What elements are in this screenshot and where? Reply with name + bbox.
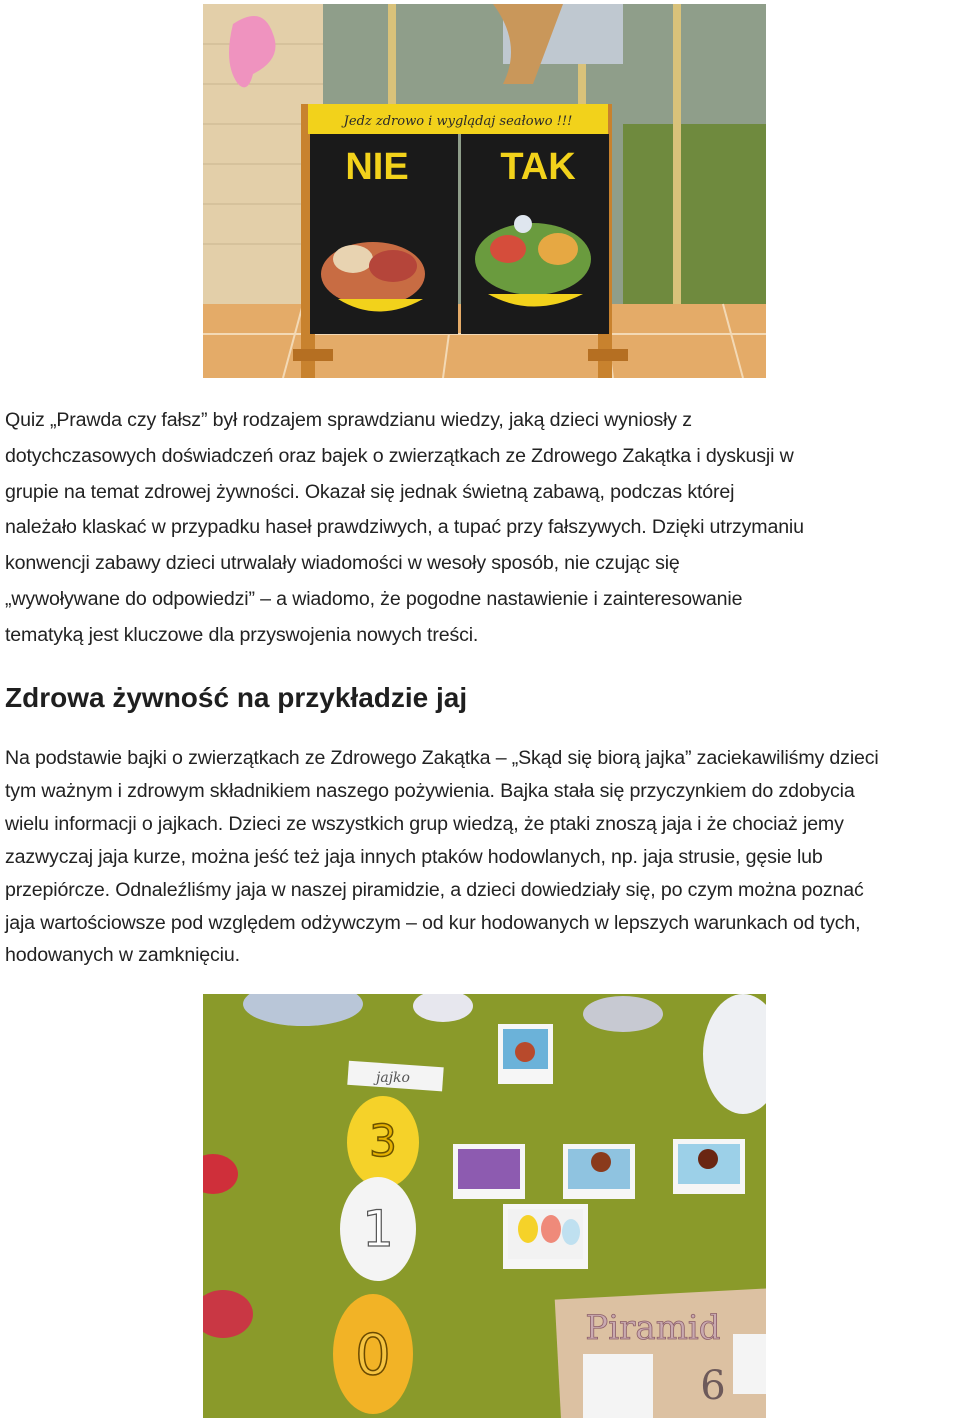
intro-paragraph: Quiz „Prawda czy fałsz” był rodzajem sprawdzianu wiedzy, jaką dzieci wyniosły z dotychczasowych doświadczeń oraz bajek o zwierzątkach ze Zdrowego Zakątka i dyskusji w grupie na temat zdrowej żywności. Okazał się jednak świetną zabawą, podczas której należało klaskać w przypadku haseł prawdziwych, a tupać przy fałszywych. Dzięki utrzymaniu konwencji zabawy dzieci utrwalały wiadomości w wesoły sposób, nie czując się „wywoływane do odpowiedzi” – a wiadomo, że pogodne nastawienie i zainteresowanie tematyką jest kluczowe dla przyswojenia nowych treści.	[5, 409, 804, 646]
pyramid-sign-text: Piramid	[585, 1308, 721, 1348]
section-heading: Zdrowa żywność na przykładzie jaj	[5, 682, 468, 713]
tak-label: TAK	[500, 146, 576, 188]
photo-healthy-food-board	[203, 4, 766, 378]
egg-number-1: 1	[362, 1200, 394, 1258]
eggs-paragraph: Na podstawie bajki o zwierzątkach ze Zdrowego Zakątka – „Skąd się biorą jajka” zaciekawiliśmy dzieci tym ważnym i zdrowym składnikiem naszego pożywienia. Bajka stała się przyczynkiem do zdobycia wielu informacji o jajkach. Dzieci ze wszystkich grup wiedzą, że ptaki znoszą jaja i że chociaż jemy zazwyczaj jaja kurze, można jeść też jaja innych ptaków hodowlanych, np. jaja strusie, gęsie lub przepiórcze. Odnaleźliśmy jaja w naszej piramidzie, a dzieci dowiedziały się, po czym można poznać jaja wartościowsze pod względem odżywczym – od kur hodowanych w lepszych warunkach od tych, hodowanych w zamknięciu.	[5, 747, 879, 967]
pyramid-number: 6	[700, 1363, 726, 1409]
photo-egg-activity	[203, 994, 766, 1418]
nie-label: NIE	[345, 146, 409, 188]
banner-text: Jedz zdrowo i wyglądaj seałowo !!!	[343, 114, 573, 129]
egg-number-0: 0	[355, 1323, 391, 1388]
label-card-text: jajko	[376, 1070, 410, 1086]
egg-number-3: 3	[369, 1116, 397, 1167]
